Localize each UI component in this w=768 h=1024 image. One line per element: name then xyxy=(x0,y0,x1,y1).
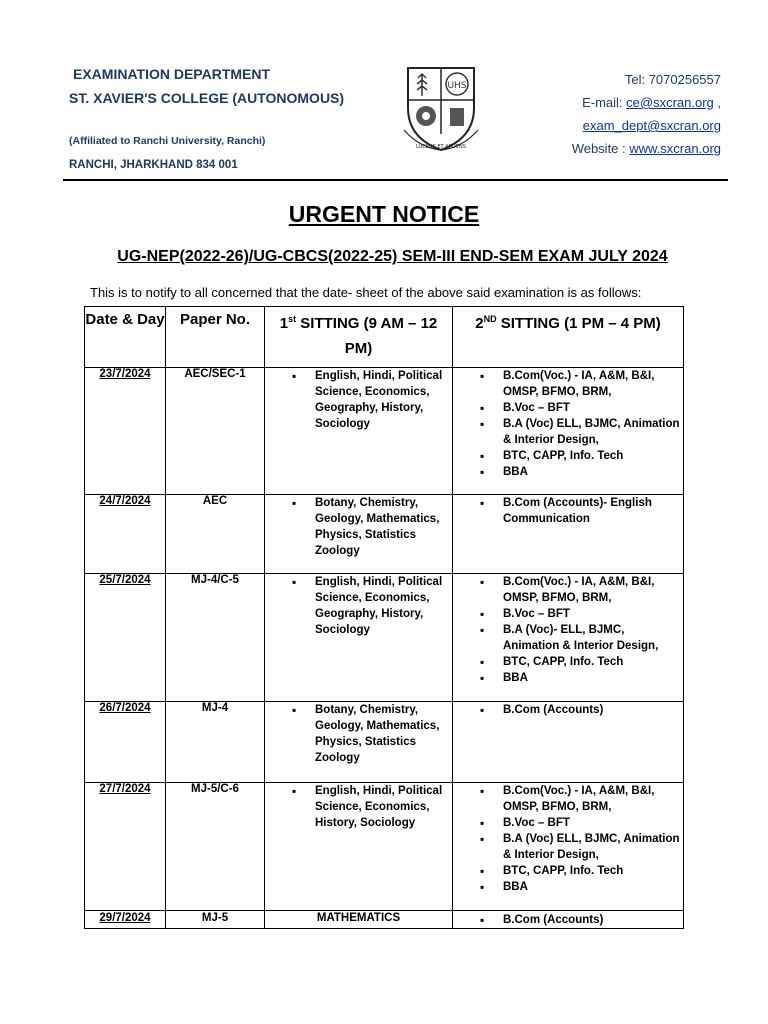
website-link[interactable]: www.sxcran.org xyxy=(629,141,721,156)
college-crest-logo xyxy=(400,64,482,154)
list-item: ▪ B.Com(Voc.) - IA, A&M, B&I, OMSP, BFMO, BRM, xyxy=(453,574,683,606)
sitting-1-subjects xyxy=(265,702,453,783)
sitting-1-subjects xyxy=(265,368,453,495)
sitting-2-list xyxy=(453,495,683,527)
exam-schedule-table xyxy=(84,306,684,929)
table-row xyxy=(85,783,684,911)
exam-date: 26/7/2024 xyxy=(85,702,166,783)
list-item: ▪ BBA xyxy=(453,464,683,480)
list-item: ▪ English, Hindi, Political Science, Economics, Geography, History, Sociology xyxy=(265,368,452,432)
list-item: ▪ B.Com (Accounts) xyxy=(453,702,683,718)
sitting-1-list xyxy=(265,702,452,766)
header-sitting-2: 2ND SITTING (1 PM – 4 PM) xyxy=(453,307,684,368)
list-item: ▪ English, Hindi, Political Science, Economics, Geography, History, Sociology xyxy=(265,574,452,638)
sitting-1-list xyxy=(265,368,452,432)
sitting-2-courses xyxy=(453,368,684,495)
college-name: ST. XAVIER'S COLLEGE (AUTONOMOUS) xyxy=(69,90,345,106)
paper-number: AEC/SEC-1 xyxy=(166,368,265,495)
sitting-2-list xyxy=(453,702,683,718)
table-row xyxy=(85,495,684,574)
paper-number: MJ-4 xyxy=(166,702,265,783)
header-paper: Paper No. xyxy=(166,307,265,368)
exam-date: 25/7/2024 xyxy=(85,574,166,702)
paper-number: MJ-4/C-5 xyxy=(166,574,265,702)
list-item: ▪ Botany, Chemistry, Geology, Mathematics, Physics, Statistics Zoology xyxy=(265,702,452,766)
email-link-exam-dept[interactable]: exam_dept@sxcran.org xyxy=(582,118,721,133)
list-item: ▪ B.Voc – BFT xyxy=(453,815,683,831)
email-link-ce[interactable]: ce@sxcran.org xyxy=(626,95,714,110)
website-label: Website : xyxy=(571,141,630,156)
sitting-2-courses xyxy=(453,574,684,702)
exam-date: 24/7/2024 xyxy=(85,495,166,574)
list-item: ▪ English, Hindi, Political Science, Economics, History, Sociology xyxy=(265,783,452,831)
email-line-2 xyxy=(572,114,721,137)
email-label: E-mail: xyxy=(582,95,627,110)
sitting-1-subjects xyxy=(265,574,453,702)
contact-block xyxy=(572,68,721,160)
list-item: ▪ B.Com(Voc.) - IA, A&M, B&I, OMSP, BFMO, BRM, xyxy=(453,368,683,400)
header-sitting-1: 1st SITTING (9 AM – 12 PM) xyxy=(265,307,453,368)
header-date: Date & Day xyxy=(85,307,166,368)
list-item: ▪ B.A (Voc) ELL, BJMC, Animation & Interior Design, xyxy=(453,831,683,863)
list-item: ▪ BBA xyxy=(453,670,683,686)
sitting-1-list xyxy=(265,495,452,559)
sitting-1-subjects xyxy=(265,495,453,574)
exam-date: 23/7/2024 xyxy=(85,368,166,495)
phone-label: Tel: xyxy=(624,72,649,87)
department-name: EXAMINATION DEPARTMENT xyxy=(73,66,271,82)
sitting-2-courses xyxy=(453,911,684,929)
list-item: ▪ Botany, Chemistry, Geology, Mathematics, Physics, Statistics Zoology xyxy=(265,495,452,559)
header-divider xyxy=(63,179,728,181)
notice-intro: This is to notify to all concerned that the date- sheet of the above said examination is as follows: xyxy=(90,285,642,300)
phone-number: 7070256557 xyxy=(648,72,721,87)
exam-date: 29/7/2024 xyxy=(85,911,166,929)
sitting-1-list xyxy=(265,783,452,831)
table-row xyxy=(85,911,684,929)
svg-text:LUCENS ET ARDENS: LUCENS ET ARDENS xyxy=(416,144,466,150)
address: RANCHI, JHARKHAND 834 001 xyxy=(69,159,238,171)
sitting-2-courses xyxy=(453,702,684,783)
paper-number: MJ-5 xyxy=(166,911,265,929)
sitting-1-subjects xyxy=(265,783,453,911)
sitting-2-list xyxy=(453,574,683,686)
table-row xyxy=(85,702,684,783)
list-item: ▪ B.Com (Accounts)- English Communication xyxy=(453,495,683,527)
sitting-2-list xyxy=(453,368,683,480)
phone xyxy=(572,68,721,91)
list-item: ▪ BTC, CAPP, Info. Tech xyxy=(453,863,683,879)
list-item: ▪ BTC, CAPP, Info. Tech xyxy=(453,448,683,464)
notice-title: URGENT NOTICE xyxy=(288,201,480,227)
sitting-2-courses xyxy=(453,495,684,574)
list-item: ▪ B.A (Voc) ELL, BJMC, Animation & Interior Design, xyxy=(453,416,683,448)
paper-number: AEC xyxy=(166,495,265,574)
paper-number: MJ-5/C-6 xyxy=(166,783,265,911)
sitting-2-list xyxy=(453,783,683,895)
table-row xyxy=(85,574,684,702)
sitting-1-subjects xyxy=(265,911,453,929)
list-item: ▪ B.Com (Accounts) xyxy=(453,912,683,928)
affiliation: (Affiliated to Ranchi University, Ranchi) xyxy=(69,135,266,147)
table-header-row xyxy=(85,307,684,368)
email-separator: , xyxy=(713,95,721,110)
list-item: ▪ B.Voc – BFT xyxy=(453,606,683,622)
list-item: ▪ BBA xyxy=(453,879,683,895)
email-line xyxy=(572,91,721,114)
list-item: ▪ B.Voc – BFT xyxy=(453,400,683,416)
sitting-2-list xyxy=(453,912,683,928)
website-line xyxy=(572,137,721,160)
table-row xyxy=(85,368,684,495)
list-item: ▪ B.Com(Voc.) - IA, A&M, B&I, OMSP, BFMO, BRM, xyxy=(453,783,683,815)
exam-date: 27/7/2024 xyxy=(85,783,166,911)
list-item: ▪ BTC, CAPP, Info. Tech xyxy=(453,654,683,670)
sitting-2-courses xyxy=(453,783,684,911)
sitting-1-list xyxy=(265,574,452,638)
list-item: ▪ B.A (Voc)- ELL, BJMC, Animation & Interior Design, xyxy=(453,622,683,654)
sitting-1-text: MATHEMATICS xyxy=(316,912,401,924)
notice-subtitle: UG-NEP(2022-26)/UG-CBCS(2022-25) SEM-III END-SEM EXAM JULY 2024 xyxy=(117,248,668,265)
svg-text:UHS: UHS xyxy=(447,81,467,91)
